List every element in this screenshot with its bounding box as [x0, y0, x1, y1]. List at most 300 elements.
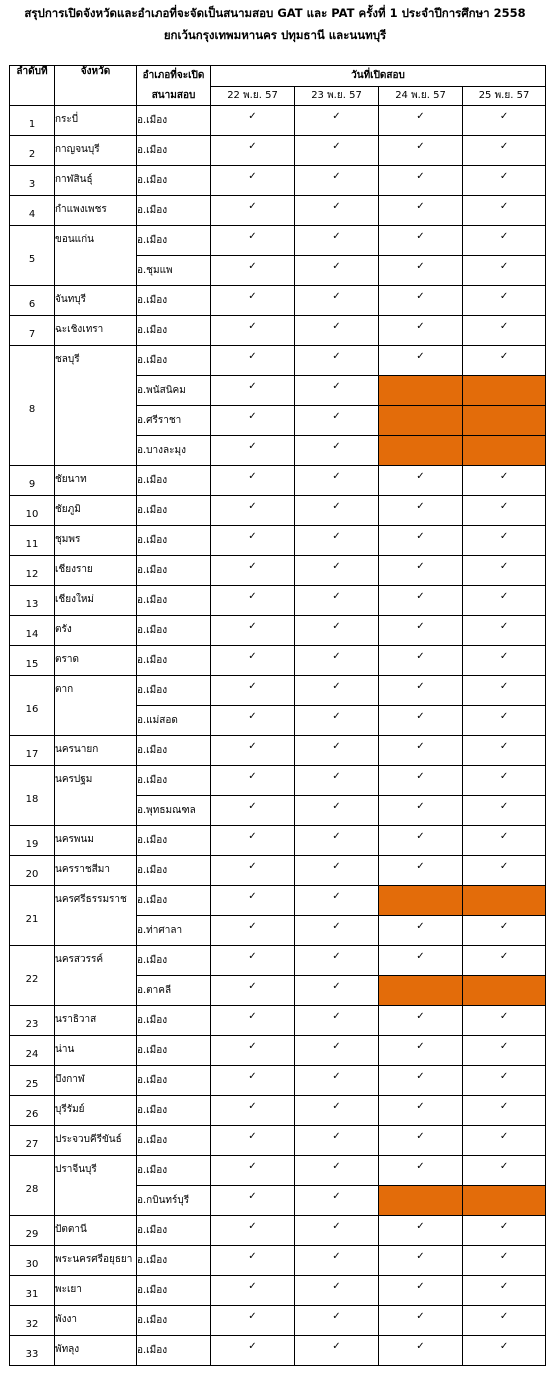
checkmark-icon: ✓: [248, 321, 257, 332]
exam-open-cell: [379, 1006, 463, 1036]
checkmark-icon: ✓: [332, 591, 341, 602]
checkmark-icon: ✓: [332, 1161, 341, 1172]
checkmark-icon: ✓: [499, 561, 509, 572]
province-name: กำแพงเพชร: [55, 204, 107, 215]
checkmark-icon: ✓: [416, 1131, 425, 1142]
table-body: [10, 106, 546, 1366]
checkmark-icon: ✓: [416, 831, 425, 842]
checkmark-icon: ✓: [499, 771, 509, 782]
checkmark-icon: ✓: [332, 411, 341, 422]
header-date-2: 23 พ.ย. 57: [295, 87, 379, 106]
order-cell: [10, 346, 55, 466]
checkmark-icon: ✓: [332, 981, 341, 992]
checkmark-icon: ✓: [416, 1221, 425, 1232]
district-name: อ.เมือง: [137, 946, 211, 976]
province-name: พัทลุง: [55, 1344, 80, 1355]
exam-open-cell: [295, 886, 379, 916]
exam-open-cell: [463, 466, 546, 496]
checkmark-icon: ✓: [248, 591, 257, 602]
district-name: อ.เมือง: [137, 1216, 211, 1246]
order-cell: [10, 1096, 55, 1126]
exam-open-cell: [211, 1216, 295, 1246]
checkmark-icon: ✓: [248, 921, 257, 932]
exam-open-cell: [379, 616, 463, 646]
province-cell: [55, 646, 137, 676]
checkmark-icon: ✓: [416, 681, 425, 692]
table-row: [10, 1006, 546, 1036]
table-row: [10, 526, 546, 556]
exam-open-cell: [379, 526, 463, 556]
order-number: 25: [25, 1078, 39, 1090]
exam-open-cell: [211, 646, 295, 676]
order-cell: [10, 1216, 55, 1246]
exam-closed-cell: [379, 376, 463, 406]
exam-open-cell: [211, 406, 295, 436]
checkmark-icon: ✓: [499, 711, 509, 722]
order-number: 27: [25, 1138, 39, 1150]
province-cell: [55, 1306, 137, 1336]
province-name: ปราจีนบุรี: [55, 1164, 97, 1175]
exam-open-cell: [295, 856, 379, 886]
exam-open-cell: [379, 766, 463, 796]
header-date-3: 24 พ.ย. 57: [379, 87, 463, 106]
order-number: 33: [25, 1348, 39, 1360]
district-name: อ.ตาคลี: [137, 976, 211, 1006]
checkmark-icon: ✓: [248, 531, 257, 542]
exam-open-cell: [463, 1096, 546, 1126]
exam-open-cell: [463, 826, 546, 856]
province-name: ปัตตานี: [55, 1224, 87, 1235]
checkmark-icon: ✓: [499, 201, 509, 212]
district-name: อ.ท่าศาลา: [137, 916, 211, 946]
exam-open-cell: [211, 586, 295, 616]
order-number: 19: [25, 838, 39, 850]
table-row: [10, 496, 546, 526]
order-cell: [10, 556, 55, 586]
exam-open-cell: [295, 1036, 379, 1066]
exam-open-cell: [295, 916, 379, 946]
table-row: [10, 556, 546, 586]
checkmark-icon: ✓: [332, 291, 341, 302]
exam-open-cell: [211, 706, 295, 736]
order-number: 20: [25, 868, 39, 880]
order-cell: [10, 1306, 55, 1336]
checkmark-icon: ✓: [332, 681, 341, 692]
order-cell: [10, 676, 55, 736]
checkmark-icon: ✓: [499, 531, 509, 542]
exam-closed-cell: [463, 436, 546, 466]
exam-open-cell: [295, 1306, 379, 1336]
exam-open-cell: [295, 826, 379, 856]
exam-closed-cell: [463, 1186, 546, 1216]
order-number: 9: [28, 478, 36, 490]
order-number: 32: [25, 1318, 39, 1330]
exam-open-cell: [211, 856, 295, 886]
exam-open-cell: [295, 436, 379, 466]
order-number: 2: [28, 148, 36, 160]
exam-open-cell: [463, 676, 546, 706]
exam-open-cell: [211, 1276, 295, 1306]
checkmark-icon: ✓: [332, 201, 341, 212]
checkmark-icon: ✓: [416, 1101, 425, 1112]
exam-open-cell: [463, 616, 546, 646]
order-number: 29: [25, 1228, 39, 1240]
checkmark-icon: ✓: [416, 711, 425, 722]
checkmark-icon: ✓: [332, 891, 341, 902]
district-name: อ.เมือง: [137, 556, 211, 586]
province-name: ตราด: [55, 654, 79, 665]
exam-open-cell: [211, 1336, 295, 1366]
order-number: 4: [28, 208, 36, 220]
checkmark-icon: ✓: [499, 171, 509, 182]
province-cell: [55, 1276, 137, 1306]
exam-open-cell: [379, 256, 463, 286]
exam-open-cell: [211, 826, 295, 856]
checkmark-icon: ✓: [248, 141, 257, 152]
exam-open-cell: [211, 526, 295, 556]
province-name: บึงกาฬ: [55, 1074, 85, 1085]
province-cell: [55, 1066, 137, 1096]
exam-open-cell: [211, 946, 295, 976]
exam-open-cell: [211, 136, 295, 166]
exam-open-cell: [463, 586, 546, 616]
checkmark-icon: ✓: [332, 171, 341, 182]
exam-open-cell: [295, 1126, 379, 1156]
checkmark-icon: ✓: [499, 321, 509, 332]
exam-open-cell: [295, 226, 379, 256]
province-cell: [55, 1006, 137, 1036]
table-row: [10, 886, 546, 916]
checkmark-icon: ✓: [332, 1101, 341, 1112]
exam-open-cell: [379, 706, 463, 736]
header-district-line-1: อำเภอที่จะเปิด: [137, 66, 211, 87]
order-number: 15: [25, 658, 39, 670]
checkmark-icon: ✓: [248, 741, 257, 752]
table-row: [10, 226, 546, 256]
checkmark-icon: ✓: [416, 141, 425, 152]
province-name: นราธิวาส: [55, 1014, 97, 1025]
province-cell: [55, 946, 137, 1006]
exam-open-cell: [379, 166, 463, 196]
province-name: ประจวบคีรีขันธ์: [55, 1134, 122, 1145]
exam-open-cell: [295, 316, 379, 346]
exam-open-cell: [379, 1336, 463, 1366]
province-name: นครศรีธรรมราช: [55, 894, 127, 905]
checkmark-icon: ✓: [416, 501, 425, 512]
table-row: [10, 946, 546, 976]
exam-open-cell: [295, 526, 379, 556]
province-name: ชัยนาท: [55, 474, 87, 485]
order-cell: [10, 646, 55, 676]
order-cell: [10, 166, 55, 196]
province-name: ขอนแก่น: [55, 234, 95, 245]
order-number: 18: [25, 793, 39, 805]
exam-open-cell: [379, 1306, 463, 1336]
checkmark-icon: ✓: [332, 111, 341, 122]
exam-open-cell: [211, 616, 295, 646]
province-cell: [55, 286, 137, 316]
checkmark-icon: ✓: [416, 621, 425, 632]
checkmark-icon: ✓: [416, 171, 425, 182]
exam-open-cell: [379, 1246, 463, 1276]
order-cell: [10, 856, 55, 886]
province-cell: [55, 1036, 137, 1066]
table-row: [10, 166, 546, 196]
order-number: 6: [28, 298, 36, 310]
exam-open-cell: [295, 1216, 379, 1246]
checkmark-icon: ✓: [248, 1131, 257, 1142]
district-name: อ.เมือง: [137, 1126, 211, 1156]
district-name: อ.บางละมุง: [137, 436, 211, 466]
checkmark-icon: ✓: [332, 471, 341, 482]
province-cell: [55, 226, 137, 286]
order-cell: [10, 226, 55, 286]
exam-open-cell: [463, 316, 546, 346]
province-cell: [55, 586, 137, 616]
checkmark-icon: ✓: [248, 1011, 257, 1022]
order-cell: [10, 526, 55, 556]
checkmark-icon: ✓: [499, 921, 509, 932]
checkmark-icon: ✓: [499, 1011, 509, 1022]
exam-open-cell: [463, 1126, 546, 1156]
order-number: 26: [25, 1108, 39, 1120]
checkmark-icon: ✓: [248, 1041, 257, 1052]
exam-open-cell: [379, 736, 463, 766]
checkmark-icon: ✓: [332, 651, 341, 662]
header-province: จังหวัด: [55, 66, 137, 106]
checkmark-icon: ✓: [332, 951, 341, 962]
checkmark-icon: ✓: [332, 1221, 341, 1232]
district-name: อ.แม่สอด: [137, 706, 211, 736]
district-name: อ.เมือง: [137, 496, 211, 526]
exam-open-cell: [211, 106, 295, 136]
exam-open-cell: [463, 106, 546, 136]
exam-open-cell: [463, 196, 546, 226]
checkmark-icon: ✓: [248, 1251, 257, 1262]
checkmark-icon: ✓: [332, 561, 341, 572]
header-date-4: 25 พ.ย. 57: [463, 87, 546, 106]
province-cell: [55, 766, 137, 826]
exam-open-cell: [379, 1066, 463, 1096]
checkmark-icon: ✓: [416, 951, 425, 962]
table-row: [10, 466, 546, 496]
exam-open-cell: [463, 1216, 546, 1246]
exam-open-cell: [463, 1006, 546, 1036]
exam-open-cell: [295, 1246, 379, 1276]
exam-open-cell: [379, 346, 463, 376]
checkmark-icon: ✓: [248, 171, 257, 182]
checkmark-icon: ✓: [248, 831, 257, 842]
district-name: อ.เมือง: [137, 286, 211, 316]
exam-open-cell: [463, 286, 546, 316]
checkmark-icon: ✓: [499, 501, 509, 512]
checkmark-icon: ✓: [248, 441, 257, 452]
province-cell: [55, 886, 137, 946]
checkmark-icon: ✓: [248, 1311, 257, 1322]
exam-open-cell: [463, 346, 546, 376]
checkmark-icon: ✓: [332, 351, 341, 362]
exam-open-cell: [211, 1066, 295, 1096]
district-name: อ.เมือง: [137, 826, 211, 856]
order-cell: [10, 316, 55, 346]
checkmark-icon: ✓: [416, 531, 425, 542]
checkmark-icon: ✓: [499, 651, 509, 662]
exam-open-cell: [379, 496, 463, 526]
exam-open-cell: [295, 1006, 379, 1036]
checkmark-icon: ✓: [248, 621, 257, 632]
exam-venue-table: [9, 65, 546, 1366]
exam-open-cell: [463, 1336, 546, 1366]
checkmark-icon: ✓: [248, 771, 257, 782]
checkmark-icon: ✓: [416, 1251, 425, 1262]
checkmark-icon: ✓: [499, 1221, 509, 1232]
exam-open-cell: [211, 886, 295, 916]
exam-open-cell: [211, 436, 295, 466]
exam-open-cell: [295, 1066, 379, 1096]
checkmark-icon: ✓: [248, 1221, 257, 1232]
order-number: 16: [25, 703, 39, 715]
checkmark-icon: ✓: [416, 1341, 425, 1352]
order-cell: [10, 1036, 55, 1066]
checkmark-icon: ✓: [416, 1281, 425, 1292]
checkmark-icon: ✓: [248, 981, 257, 992]
district-name: อ.เมือง: [137, 1096, 211, 1126]
exam-open-cell: [379, 1096, 463, 1126]
exam-closed-cell: [379, 436, 463, 466]
table-row: [10, 676, 546, 706]
checkmark-icon: ✓: [499, 831, 509, 842]
district-name: อ.เมือง: [137, 1276, 211, 1306]
province-cell: [55, 346, 137, 466]
checkmark-icon: ✓: [332, 711, 341, 722]
header-exam-dates: วันที่เปิดสอบ: [211, 66, 546, 87]
exam-closed-cell: [379, 976, 463, 1006]
exam-open-cell: [379, 286, 463, 316]
district-name: อ.เมือง: [137, 1306, 211, 1336]
document-title-line-2: ยกเว้นกรุงเทพมหานคร ปทุมธานี และนนทบุรี: [163, 28, 387, 42]
order-cell: [10, 886, 55, 946]
checkmark-icon: ✓: [332, 621, 341, 632]
exam-open-cell: [211, 286, 295, 316]
checkmark-icon: ✓: [499, 231, 509, 242]
exam-open-cell: [379, 136, 463, 166]
checkmark-icon: ✓: [248, 471, 257, 482]
order-cell: [10, 1156, 55, 1216]
exam-open-cell: [295, 406, 379, 436]
district-name: อ.เมือง: [137, 736, 211, 766]
exam-open-cell: [379, 556, 463, 586]
order-number: 14: [25, 628, 39, 640]
checkmark-icon: ✓: [332, 381, 341, 392]
order-number: 5: [28, 253, 36, 265]
province-cell: [55, 136, 137, 166]
province-cell: [55, 856, 137, 886]
order-number: 31: [25, 1288, 39, 1300]
checkmark-icon: ✓: [248, 1341, 257, 1352]
order-cell: [10, 1246, 55, 1276]
order-number: 23: [25, 1018, 39, 1030]
district-name: อ.เมือง: [137, 1336, 211, 1366]
district-name: อ.เมือง: [137, 856, 211, 886]
order-cell: [10, 466, 55, 496]
order-number: 12: [25, 568, 39, 580]
checkmark-icon: ✓: [416, 1071, 425, 1082]
province-name: ชุมพร: [55, 534, 81, 545]
checkmark-icon: ✓: [248, 501, 257, 512]
exam-open-cell: [379, 916, 463, 946]
exam-open-cell: [463, 1276, 546, 1306]
exam-open-cell: [295, 676, 379, 706]
checkmark-icon: ✓: [248, 231, 257, 242]
exam-open-cell: [211, 916, 295, 946]
checkmark-icon: ✓: [416, 561, 425, 572]
table-row: [10, 1096, 546, 1126]
exam-open-cell: [211, 256, 295, 286]
district-name: อ.เมือง: [137, 616, 211, 646]
exam-open-cell: [379, 676, 463, 706]
exam-open-cell: [463, 1156, 546, 1186]
table-row: [10, 586, 546, 616]
order-cell: [10, 1006, 55, 1036]
district-name: อ.เมือง: [137, 316, 211, 346]
province-name: ตาก: [55, 684, 74, 695]
checkmark-icon: ✓: [416, 111, 425, 122]
checkmark-icon: ✓: [248, 711, 257, 722]
checkmark-icon: ✓: [416, 861, 425, 872]
checkmark-icon: ✓: [332, 1251, 341, 1262]
province-name: เชียงราย: [55, 564, 93, 575]
district-name: อ.เมือง: [137, 106, 211, 136]
order-cell: [10, 1336, 55, 1366]
checkmark-icon: ✓: [248, 201, 257, 212]
exam-open-cell: [295, 166, 379, 196]
checkmark-icon: ✓: [248, 891, 257, 902]
checkmark-icon: ✓: [416, 261, 425, 272]
province-name: นครปฐม: [55, 774, 93, 785]
district-name: อ.เมือง: [137, 646, 211, 676]
province-name: น่าน: [55, 1044, 75, 1055]
exam-closed-cell: [463, 976, 546, 1006]
exam-open-cell: [295, 586, 379, 616]
province-cell: [55, 496, 137, 526]
province-name: กระบี่: [55, 114, 79, 125]
checkmark-icon: ✓: [332, 1281, 341, 1292]
exam-open-cell: [379, 106, 463, 136]
order-number: 13: [25, 598, 39, 610]
district-name: อ.พนัสนิคม: [137, 376, 211, 406]
document-title-line-1: สรุปการเปิดจังหวัดและอำเภอที่จะจัดเป็นสนามสอบ GAT และ PAT ครั้งที่ 1 ประจำปีการศึกษา 2558: [24, 6, 526, 20]
province-cell: [55, 556, 137, 586]
district-name: อ.เมือง: [137, 1066, 211, 1096]
province-cell: [55, 196, 137, 226]
checkmark-icon: ✓: [499, 951, 509, 962]
exam-open-cell: [295, 706, 379, 736]
exam-open-cell: [463, 256, 546, 286]
table-row: [10, 1306, 546, 1336]
exam-closed-cell: [463, 886, 546, 916]
exam-open-cell: [211, 736, 295, 766]
table-row: [10, 736, 546, 766]
exam-open-cell: [295, 646, 379, 676]
exam-open-cell: [295, 976, 379, 1006]
order-number: 1: [28, 118, 36, 130]
checkmark-icon: ✓: [499, 861, 509, 872]
checkmark-icon: ✓: [248, 261, 257, 272]
checkmark-icon: ✓: [416, 771, 425, 782]
exam-open-cell: [295, 1336, 379, 1366]
district-name: อ.เมือง: [137, 1006, 211, 1036]
province-cell: [55, 736, 137, 766]
